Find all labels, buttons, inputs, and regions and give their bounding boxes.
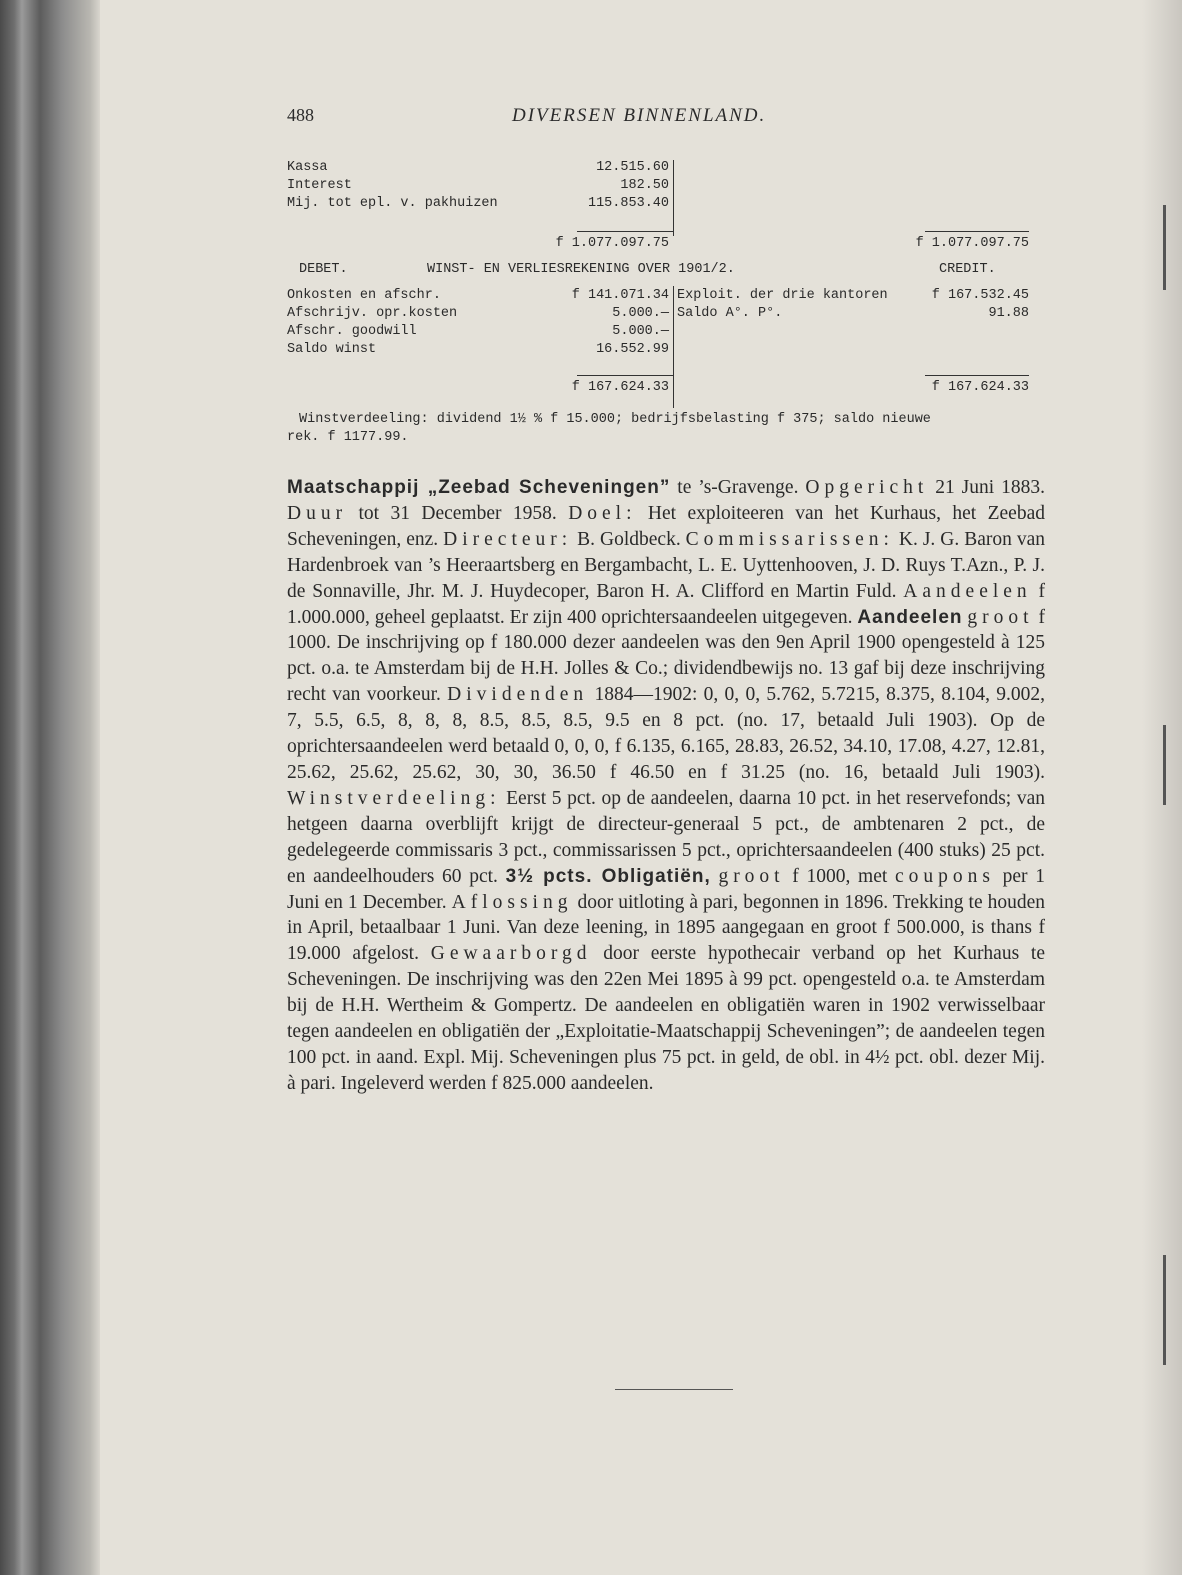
profit-distribution-line: rek. f 1177.99. [287, 430, 409, 445]
total-rule [577, 375, 673, 376]
balance-label: Mij. tot epl. v. pakhuizen [287, 196, 498, 211]
debet-label: DEBET. [299, 262, 348, 277]
text-run: f 1000, met [784, 865, 895, 887]
text-run: B. Goldbeck. [572, 528, 686, 550]
credit-row-label: Exploit. der drie kantoren [677, 288, 888, 303]
debit-row-value: 5.000.— [612, 306, 669, 321]
text-run: te ’s-Gravenge. [670, 477, 806, 498]
total-rule [577, 231, 673, 232]
keyword-coupons: coupons [894, 865, 995, 887]
debit-row-label: Saldo winst [287, 342, 377, 357]
text-run: 1884—1902: 0, 0, 0, 5.762, 5.7215, 8.375, 8.104, 9.002, 7, 5.5, 6.5, 8, 8, 8, 8.5, 8.5, 8.5, 9.5 en 8 pct. (no. 17, betaald Juli 1903). Op de oprichtersaandeelen werd betaald 0, 0, 0, f 6.135, 6.165, 28.83, 26.52, 34.10, 17.08, 4.27, 12.81, 25.62, 25.62, 25.62, 30, 30, 36.50 f 46.50 en f 31.25 (no. 16, betaald Juli 1903). [287, 684, 1045, 783]
section-end-rule [615, 1389, 733, 1390]
book-binding-edge [0, 0, 100, 1575]
keyword-duur: Duur [287, 502, 348, 524]
balance-sheet-top [287, 160, 1047, 255]
keyword-doel: Doel: [568, 502, 637, 524]
text-run: tot 31 December 1958. [347, 502, 569, 524]
debit-row-label: Afschr. goodwill [287, 324, 417, 339]
keyword-groot: groot [718, 865, 785, 887]
text-run: K. J. G. Baron van Hardenbroek van ’s Heeraartsberg en Bergambacht, L. E. Uyttenhooven, J. D. Ruys T.Azn., P. J. de Sonnaville, Jhr. M. J. Huydecoper, Baron H. A. Clifford en Martin Fuld. [287, 528, 1045, 602]
heading-aandeelen: Aandeelen [857, 606, 963, 628]
page-number: 488 [287, 105, 314, 125]
balance-label: Interest [287, 178, 352, 193]
keyword-gewaarborgd: Gewaarborgd [430, 943, 592, 965]
balance-total-credit: f 1.077.097.75 [915, 236, 1029, 251]
balance-value: 182.50 [620, 178, 669, 193]
total-rule [925, 375, 1029, 376]
debit-row-label: Afschrijv. opr.kosten [287, 306, 458, 321]
credit-row-value: 91.88 [988, 306, 1029, 321]
keyword-commissarissen: Commissarissen: [685, 528, 894, 550]
credit-row-label: Saldo A°. P°. [677, 306, 783, 321]
account-total-debit: f 167.624.33 [571, 380, 669, 395]
keyword-aflossing: Aflossing [451, 891, 573, 913]
text-run: Het exploiteeren van het Kurhaus, het Zeebad Scheveningen, enz. [287, 502, 1045, 550]
account-title: WINST- EN VERLIESREKENING OVER 1901/2. [427, 262, 735, 277]
page-right-edge [1142, 0, 1182, 1575]
text-run: 21 Juni 1883. [928, 477, 1045, 498]
profit-loss-account [287, 262, 1047, 452]
debit-row-value: f 141.071.34 [571, 288, 669, 303]
account-total-credit: f 167.624.33 [931, 380, 1029, 395]
page-header [287, 105, 1047, 133]
heading-obligatien: 3½ pcts. Obligatiën, [505, 865, 711, 887]
column-divider [673, 286, 674, 408]
keyword-directeur: Directeur: [443, 528, 573, 550]
text-run: door eerste hypothecair verband op het Kurhaus te Scheveningen. De inschrijving was den 22en Mei 1895 à 99 pct. opengesteld o.a. te Amsterdam bij de H.H. Wertheim & Gompertz. De aandeelen en obligatiën waren in 1902 verwisselbaar tegen aandeelen en obligatiën der „Exploitatie-Maatschappij Scheveningen”; de aandeelen tegen 100 pct. in aand. Expl. Mij. Scheveningen plus 75 pct. in geld, de obl. in 4½ pct. obl. dezer Mij. à pari. Ingeleverd werden f 825.000 aandeelen. [287, 943, 1045, 1094]
keyword-aandeelen: Aandeelen [903, 580, 1032, 602]
balance-label: Kassa [287, 160, 328, 175]
credit-row-value: f 167.532.45 [931, 288, 1029, 303]
total-rule [925, 231, 1029, 232]
text-run: door uitloting à pari, begonnen in 1896. Trekking te houden in April, betaalbaar 1 Juni. Van deze leening, in 1895 aangegaan en groot f 500.000, is thans f 19.000 afgelost. [287, 891, 1046, 965]
keyword-groot: groot [967, 606, 1034, 628]
balance-total-debit: f 1.077.097.75 [555, 236, 669, 251]
text-run: per 1 Juni en 1 December. [287, 865, 1045, 913]
text-run: Eerst 5 pct. op de aandeelen, daarna 10 pct. in het reservefonds; van hetgeen daarna overblijft krijgt de directeur-generaal 5 pct., de ambtenaren 2 pct., de gedelegeerde commissaris 3 pct., commissarissen 5 pct., oprichtersaandeelen (400 stuks) 25 pct. en aandeelhouders 60 pct. [287, 787, 1045, 887]
balance-value: 115.853.40 [587, 196, 669, 211]
debit-row-value: 16.552.99 [596, 342, 669, 357]
debit-row-value: 5.000.— [612, 324, 669, 339]
text-run: f 1000. De inschrijving op f 180.000 dezer aandeelen was den 9en April 1900 opengesteld à 125 pct. o.a. te Amsterdam bij de H.H. Jolles & Co.; dividendbewijs no. 13 gaf bij deze inschrijving recht van voorkeur. [287, 606, 1045, 706]
column-divider [673, 160, 674, 236]
company-description [287, 475, 1045, 1097]
running-head: DIVERSEN BINNENLAND. [512, 105, 767, 126]
keyword-winstverdeeling: Winstverdeeling: [287, 787, 501, 809]
profit-distribution-line: Winstverdeeling: dividend 1½ % f 15.000; bedrijfsbelasting f 375; saldo nieuwe [299, 412, 931, 427]
credit-label: CREDIT. [939, 262, 996, 277]
text-run: f 1.000.000, geheel geplaatst. Er zijn 400 oprichtersaandeelen uitgegeven. [287, 580, 1045, 628]
debit-row-label: Onkosten en afschr. [287, 288, 441, 303]
keyword-dividenden: Dividenden [447, 684, 589, 706]
balance-value: 12.515.60 [596, 160, 669, 175]
company-name: Maatschappij „Zeebad Scheveningen” [287, 477, 671, 498]
keyword-opgericht: Opgericht [805, 477, 929, 498]
